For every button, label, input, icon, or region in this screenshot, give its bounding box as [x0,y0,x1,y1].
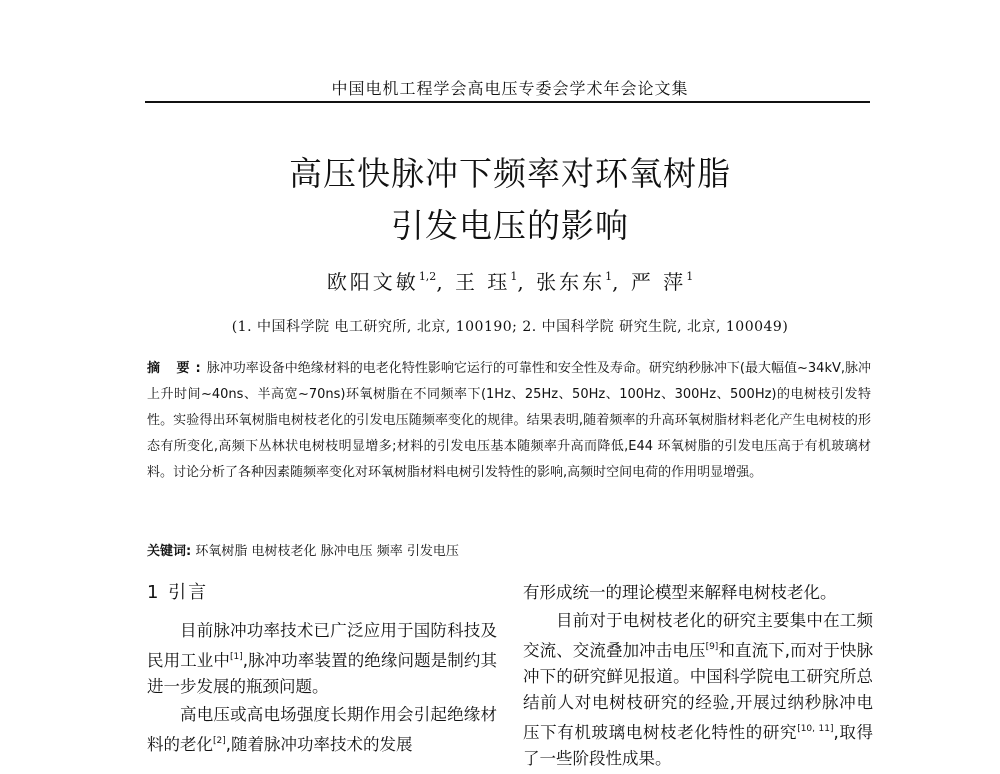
citation: [2] [213,736,226,746]
author-name: 严 萍 [630,270,687,294]
paragraph: 高电压或高电场强度长期作用会引起绝缘材料的老化[2],随着脉冲功率技术的发展 [147,705,497,754]
paragraph: 目前对于电树枝老化的研究主要集中在工频交流、交流叠加冲击电压[9]和直流下,而对于快脉冲下的研究鲜见报道。中国科学院电工研究所总结前人对电树枝研究的经验,开展过纳秒脉冲电压下有机玻璃电树枝老化特性的研究[10, 11],取得了一些阶段性成果。 [523,611,874,768]
right-column [523,580,873,774]
abstract-label: 摘 要: [147,361,207,376]
author-affil-mark: 1 [686,270,694,283]
citation: [9] [705,642,719,652]
affiliations: (1. 中国科学院 电工研究所, 北京, 100190; 2. 中国科学院 研究生院, 北京, 100049) [231,319,789,335]
author-affil-mark: 1 [605,270,613,283]
abstract [147,356,871,486]
abstract-text: 脉冲功率设备中绝缘材料的电老化特性影响它运行的可靠性和安全性及寿命。研究纳秒脉冲下(最大幅值~34kV,脉冲上升时间~40ns、半高宽~70ns)环氧树脂在不同频率下(1Hz、25Hz、50Hz、100Hz、300Hz、500Hz)的电树枝引发特性。实验得出环氧树脂电树枝老化的引发电压随频率变化的规律。结果表明,随着频率的升高环氧树脂材料老化产生电树枝的形态有所变化,高频下丛林状电树枝明显增多;材料的引发电压基本随频率升高而降低,E44 环氧树脂的引发电压高于有机玻璃材料。讨论分析了各种因素随频率变化对环氧树脂材料电树引发特性的影响,高频时空间电荷的作用明显增强。 [147,361,872,480]
author-list: 欧阳文敏$^{1,2}$, 王 珏$^1$, 张东东$^1$, 严 萍$^1$ [326,270,694,294]
keywords [147,540,871,559]
section-heading: 1 引言 [147,582,209,603]
paper-title-line2: 引发电压的影响 [391,206,629,245]
author-name: 张东东 [536,270,606,294]
header-rule [145,101,870,103]
author-name: 欧阳文敏 [326,270,419,294]
author-affil-mark: 1 [510,270,518,283]
keywords-text: 环氧树脂 电树枝老化 脉冲电压 频率 引发电压 [195,544,459,559]
author-name: 王 珏 [455,270,511,294]
citation: [1] [230,652,243,662]
running-header: 中国电机工程学会高电压专委会学术年会论文集 [331,79,689,98]
paragraph-continuation: 有形成统一的理论模型来解释电树枝老化。 [523,583,837,602]
left-column [147,580,497,760]
citation: [10, 11] [797,724,834,734]
keywords-label: 关键词: [147,544,192,559]
paper-title-line1: 高压快脉冲下频率对环氧树脂 [289,154,731,193]
paragraph: 目前脉冲功率技术已广泛应用于国防科技及民用工业中[1],脉冲功率装置的绝缘问题是制约其进一步发展的瓶颈问题。 [147,621,497,696]
author-affil-mark: 1,2 [418,270,437,283]
